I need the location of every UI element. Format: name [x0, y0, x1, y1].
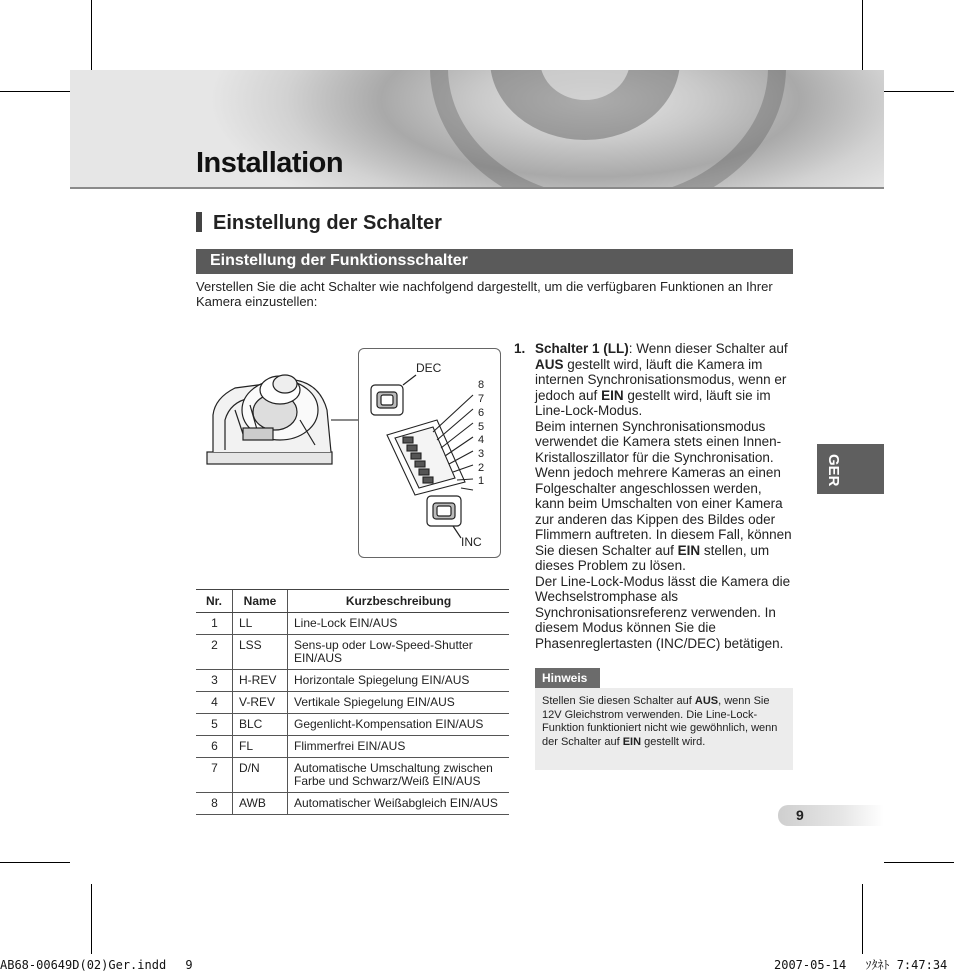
- hint-label: [535, 668, 600, 688]
- switch-number: 5: [478, 421, 485, 433]
- header-banner: [70, 70, 884, 189]
- item-bold: AUS: [535, 356, 564, 372]
- table-row: [196, 613, 509, 635]
- table-cell: 1: [196, 613, 233, 635]
- footer-timestamp: 2007-05-14 ｿﾀﾈﾄ 7:47:34: [774, 958, 948, 972]
- page-number-bar: [778, 805, 884, 826]
- table-cell: 6: [196, 736, 233, 758]
- inc-label: INC: [461, 535, 482, 549]
- table-row: [196, 670, 509, 692]
- subsection-title: Einstellung der Funktionsschalter: [210, 252, 468, 269]
- hint-label-text: Hinweis: [542, 671, 588, 685]
- table-cell: 5: [196, 714, 233, 736]
- hint-bold: AUS: [694, 695, 719, 707]
- item-bold: EIN: [601, 387, 624, 403]
- table-cell: 7: [196, 758, 233, 793]
- table-cell: LSS: [233, 635, 288, 670]
- dec-button: [371, 375, 416, 415]
- table-cell: LL: [233, 613, 288, 635]
- section-title-text: Einstellung der Schalter: [213, 212, 442, 234]
- footer-file: AB68-00649D(02)Ger.indd 9: [0, 958, 193, 972]
- item-text: gestellt wird, läuft sie im Line-Lock-Modus.: [535, 387, 771, 418]
- hint-box: [535, 688, 793, 770]
- table-cell: FL: [233, 736, 288, 758]
- switch-number: 2: [478, 462, 485, 474]
- hint-text: [542, 695, 787, 749]
- table-row: [196, 692, 509, 714]
- table-cell: BLC: [233, 714, 288, 736]
- list-number: 1.: [514, 341, 526, 356]
- column-header: Name: [233, 590, 288, 613]
- table-cell: V-REV: [233, 692, 288, 714]
- switch-table: [196, 589, 509, 815]
- crop-mark: [0, 862, 70, 863]
- camera-switch-diagram: [205, 340, 500, 560]
- list-item-body: [535, 341, 794, 651]
- crop-mark: [0, 91, 70, 92]
- table-row: [196, 758, 509, 793]
- table-cell: Flimmerfrei EIN/AUS: [288, 736, 510, 758]
- table-cell: Horizontale Spiegelung EIN/AUS: [288, 670, 510, 692]
- switch-number: 6: [478, 407, 485, 419]
- table-cell: Sens-up oder Low-Speed-Shutter EIN/AUS: [288, 635, 510, 670]
- table-cell: 8: [196, 793, 233, 815]
- camera-illustration: [207, 375, 358, 464]
- item-text: Der Line-Lock-Modus lässt die Kamera die Wechselstromphase als Synchronisationsreferenz verwenden. In diesem Modus können Sie die Phasenreglertasten (INC/DEC) betätigen.: [535, 573, 791, 651]
- switch-number: 4: [478, 434, 485, 446]
- item-label: Schalter 1 (LL): [535, 341, 629, 356]
- hint-bold: EIN: [622, 735, 642, 748]
- item-text: gestellt wird, läuft die Kamera im internen Synchronisationsmodus, wenn er jedoch auf: [535, 356, 787, 403]
- section-title: [196, 212, 442, 235]
- intro-paragraph: Verstellen Sie die acht Schalter wie nachfolgend dargestellt, um die verfügbaren Funktionen an Ihrer Kamera einzustellen:: [196, 279, 773, 309]
- inc-button: [427, 496, 461, 538]
- language-tab: [817, 444, 884, 494]
- table-row: [196, 736, 509, 758]
- switch-number: 8: [478, 379, 485, 391]
- table-cell: Automatischer Weißabgleich EIN/AUS: [288, 793, 510, 815]
- table-header-row: [196, 590, 509, 613]
- crop-mark: [91, 884, 92, 954]
- hint-text-part: Stellen Sie diesen Schalter auf: [542, 695, 695, 707]
- column-header: Kurzbeschreibung: [288, 590, 510, 613]
- dec-label: DEC: [416, 361, 442, 375]
- page-title: Installation: [196, 147, 344, 179]
- table-cell: Gegenlicht-Kompensation EIN/AUS: [288, 714, 510, 736]
- item-text: : Wenn dieser Schalter auf: [628, 341, 788, 356]
- crop-mark: [884, 91, 954, 92]
- crop-mark: [884, 862, 954, 863]
- table-cell: AWB: [233, 793, 288, 815]
- item-bold: EIN: [677, 542, 701, 558]
- table-cell: H-REV: [233, 670, 288, 692]
- table-cell: 3: [196, 670, 233, 692]
- crop-mark: [862, 0, 863, 70]
- table-row: [196, 635, 509, 670]
- item-text: stellen, um dieses Problem zu lösen.: [535, 542, 770, 573]
- crop-mark: [91, 0, 92, 70]
- column-header: Nr.: [196, 590, 233, 613]
- hint-text-part: gestellt wird.: [641, 735, 706, 748]
- table-cell: 2: [196, 635, 233, 670]
- subsection-header: [196, 249, 793, 274]
- switch-1-description: [514, 341, 794, 651]
- table-row: [196, 793, 509, 815]
- item-text: Beim internen Synchronisationsmodus verwendet die Kamera stets einen Innen-Kristalloszillator für die Synchronisation. Wenn jedoch mehrere Kameras an einen Folgeschalter angeschlossen werden, kann beim Umschalten von einer Kamera zur anderen das Kippen des Bildes oder Flimmern auftreten. In diesem Fall, können Sie diesen Schalter auf: [535, 418, 792, 558]
- table-cell: Vertikale Spiegelung EIN/AUS: [288, 692, 510, 714]
- switch-number: 1: [478, 475, 485, 487]
- switch-number: 3: [478, 448, 485, 460]
- language-tab-text: GER: [825, 454, 842, 487]
- table-cell: Line-Lock EIN/AUS: [288, 613, 510, 635]
- page-number: 9: [796, 807, 804, 823]
- hint-text-part: , wenn Sie 12V Gleichstrom verwenden. Die Line-Lock-Funktion funktioniert nicht wie gewöhnlich, wenn der Schalter auf: [542, 695, 778, 748]
- table-cell: D/N: [233, 758, 288, 793]
- table-row: [196, 714, 509, 736]
- table-cell: Automatische Umschaltung zwischen Farbe und Schwarz/Weiß EIN/AUS: [288, 758, 510, 793]
- switch-number: 7: [478, 393, 485, 405]
- section-marker: [196, 212, 202, 232]
- table-cell: 4: [196, 692, 233, 714]
- crop-mark: [862, 884, 863, 954]
